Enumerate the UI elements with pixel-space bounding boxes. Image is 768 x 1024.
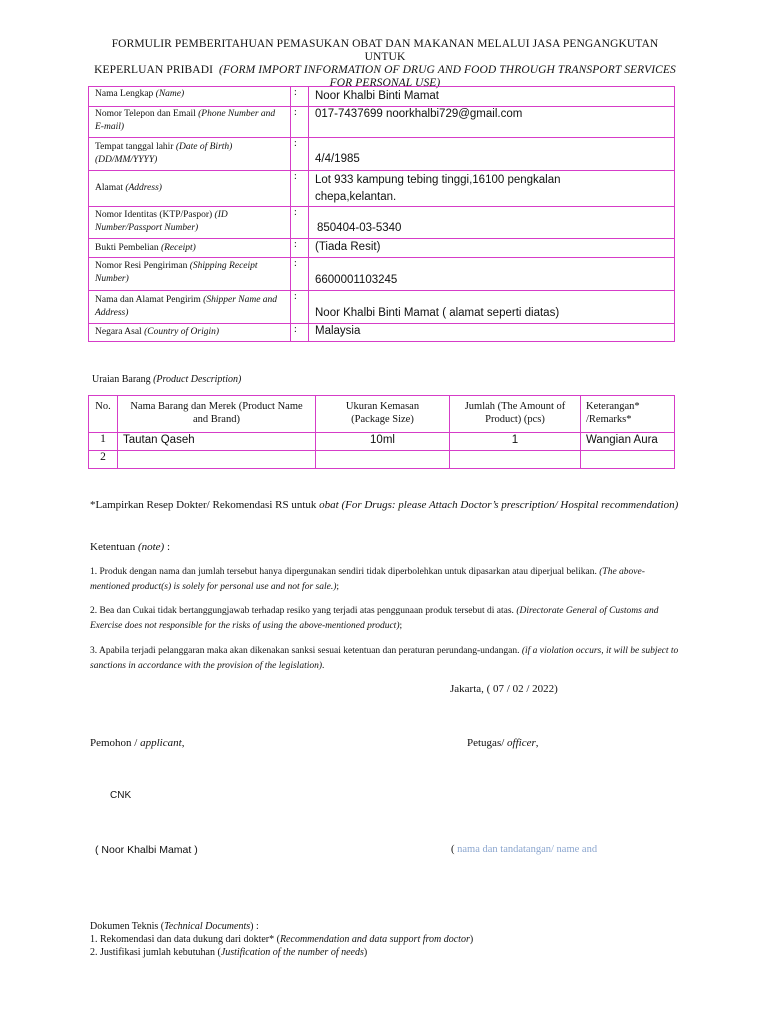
header-no: No. (89, 396, 118, 433)
info-row-phone-email (89, 107, 675, 138)
value-name[interactable]: Noor Khalbi Binti Mamat (309, 87, 675, 107)
header-product-name: Nama Barang dan Merek (Product Name and Brand) (118, 396, 316, 433)
city-date: Jakarta, ( 07 / 02 / 2022) (450, 683, 558, 695)
colon: : (291, 239, 309, 258)
label-phone-email: Nomor Telepon dan Email (Phone Number and E-mail) (89, 107, 291, 138)
notes-heading: Ketentuan (note) : (90, 541, 171, 553)
colon: : (291, 138, 309, 171)
colon: : (291, 107, 309, 138)
product-row-size[interactable] (316, 451, 450, 469)
value-dob[interactable]: 4/4/1985 (309, 138, 675, 171)
product-row-no: 2 (89, 451, 118, 469)
info-row-shipping (89, 258, 675, 291)
value-address[interactable]: Lot 933 kampung tebing tinggi,16100 pengkalan chepa,kelantan. (309, 171, 675, 207)
product-row-remarks[interactable] (581, 451, 675, 469)
note-item: 2. Bea dan Cukai tidak bertanggungjawab terhadap resiko yang terjadi atas penggunaan produk tersebut di atas. (Directorate General of Customs and Exercise does not responsible for the risks of using the above-mentioned product); (90, 606, 659, 631)
colon: : (291, 87, 309, 107)
title-main: KEPERLUAN PRIBADI (94, 64, 214, 76)
label-id: Nomor Identitas (KTP/Paspor) (ID Number/Passport Number) (89, 207, 291, 239)
applicant-name: ( Noor Khalbi Mamat ) (95, 844, 198, 856)
product-row-no: 1 (89, 433, 118, 451)
label-country: Negara Asal (Country of Origin) (89, 324, 291, 342)
colon: : (291, 291, 309, 324)
officer-label: Petugas/ officer, (467, 737, 539, 749)
info-row-name (89, 87, 675, 107)
label-name: Nama Lengkap (Name) (89, 87, 291, 107)
info-row-shipper (89, 291, 675, 324)
label-receipt: Bukti Pembelian (Receipt) (89, 239, 291, 258)
value-receipt[interactable]: (Tiada Resit) (309, 239, 675, 258)
label-dob: Tempat tanggal lahir (Date of Birth) (DD/MM/YYYY) (89, 138, 291, 171)
title-line-1: FORMULIR PEMBERITAHUAN PEMASUKAN OBAT DAN MAKANAN MELALUI JASA PENGANGKUTAN UNTUK (111, 38, 659, 63)
colon: : (291, 207, 309, 239)
info-row-country (89, 324, 675, 342)
officer-name-placeholder: ( nama dan tandatangan/ name and (451, 844, 598, 855)
attach-prescription-note: *Lampirkan Resep Dokter/ Rekomendasi RS untuk obat (For Drugs: please Attach Doctor’s prescription/ Hospital recommendation) (90, 499, 679, 511)
colon: : (291, 324, 309, 342)
label-shipping: Nomor Resi Pengiriman (Shipping Receipt Number) (89, 258, 291, 291)
info-row-id (89, 207, 675, 239)
label-shipper: Nama dan Alamat Pengirim (Shipper Name and Address) (89, 291, 291, 324)
product-row (89, 451, 675, 469)
note-item: 3. Apabila terjadi pelanggaran maka akan dikenakan sanksi sesuai ketentuan dan peraturan perundang-undangan. (if a violation occurs, it will be subject to sanctions in accordance with the provision of the legislation). (90, 646, 679, 671)
value-country[interactable]: Malaysia (309, 324, 675, 342)
form-title (90, 38, 680, 90)
product-section-label: Uraian Barang (Product Description) (92, 374, 242, 385)
colon: : (291, 171, 309, 207)
product-row-size[interactable]: 10ml (316, 433, 450, 451)
technical-documents (90, 920, 690, 959)
header-amount: Jumlah (The Amount of Product) (pcs) (450, 396, 581, 433)
title-italic: (FORM IMPORT INFORMATION OF DRUG AND FOOD THROUGH TRANSPORT SERVICES (219, 64, 676, 76)
tech-docs-item: 2. Justifikasi jumlah kebutuhan (Justification of the number of needs) (90, 947, 368, 958)
value-shipper[interactable]: Noor Khalbi Binti Mamat ( alamat seperti diatas) (309, 291, 675, 324)
title-line-2 (90, 64, 680, 77)
colon: : (291, 258, 309, 291)
product-table (88, 395, 675, 469)
product-row-qty[interactable] (450, 451, 581, 469)
tech-docs-heading: Dokumen Teknis (Technical Documents) : (90, 921, 259, 932)
product-header-row (89, 396, 675, 433)
value-shipping[interactable]: 6600001103245 (309, 258, 675, 291)
info-row-address (89, 171, 675, 207)
product-row-qty[interactable]: 1 (450, 433, 581, 451)
label-address: Alamat (Address) (89, 171, 291, 207)
title-line-3: FOR PERSONAL USE) (329, 77, 441, 89)
note-item: 1. Produk dengan nama dan jumlah tersebut hanya dipergunakan sendiri tidak diperbolehkan untuk dipasarkan atau diperjual belikan. (The above-mentioned product(s) is solely for personal use and not for sale.); (90, 567, 645, 592)
header-remarks: Keterangan* /Remarks* (581, 396, 675, 433)
tech-docs-item: 1. Rekomendasi dan data dukung dari dokter* (Recommendation and data support from doctor) (90, 934, 474, 945)
header-package-size: Ukuran Kemasan (Package Size) (316, 396, 450, 433)
applicant-info-table (88, 86, 675, 342)
applicant-signature: CNK (110, 790, 132, 801)
product-row-remarks[interactable]: Wangian Aura (581, 433, 675, 451)
info-row-dob (89, 138, 675, 171)
product-row (89, 433, 675, 451)
info-row-receipt (89, 239, 675, 258)
product-row-name[interactable] (118, 451, 316, 469)
product-row-name[interactable]: Tautan Qaseh (118, 433, 316, 451)
applicant-label: Pemohon / applicant, (90, 737, 185, 749)
value-id[interactable]: 850404-03-5340 (309, 207, 675, 239)
value-phone-email[interactable]: 017-7437699 noorkhalbi729@gmail.com (309, 107, 675, 138)
